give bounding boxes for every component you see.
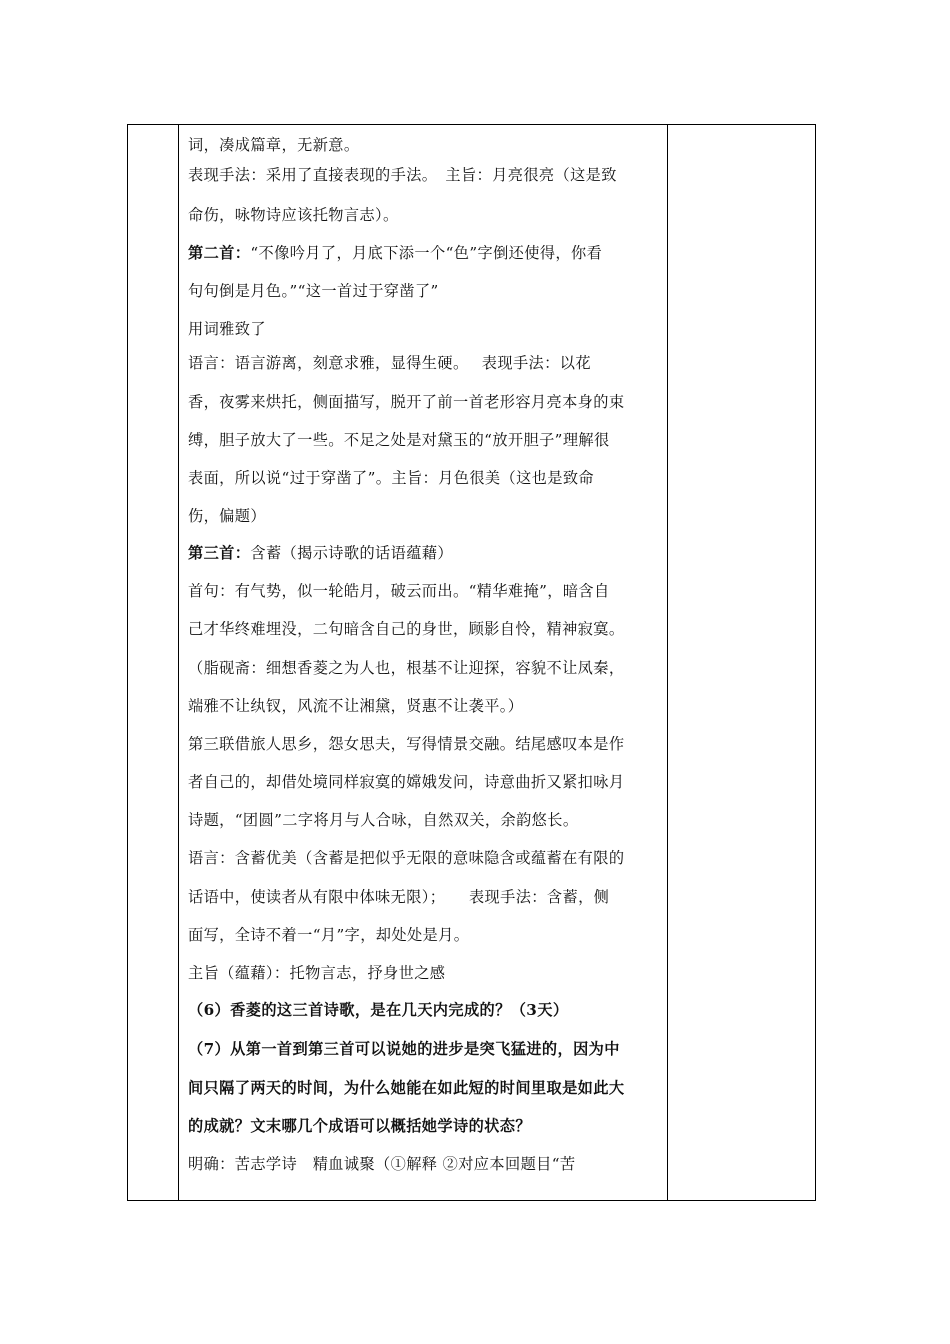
text-line: 明确：苦志学诗 精血诚聚（①解释 ②对应本回题目“苦 — [188, 1155, 576, 1173]
text-line: 缚，胆子放大了一些。不足之处是对黛玉的“放开胆子”理解很 — [188, 431, 610, 449]
text-line: 话语中，使读者从有限中体味无限）； 表现手法：含蓄，侧 — [188, 888, 610, 906]
text-line — [188, 542, 453, 563]
text-line: 表现手法：采用了直接表现的手法。 主旨：月亮很亮（这是致 — [188, 166, 617, 184]
text-line: 词，凑成篇章，无新意。 — [188, 136, 360, 154]
text-line: 命伤，咏物诗应该托物言志）。 — [188, 206, 399, 224]
bold-label: （7）从第一首到第三首可以说她的进步是突飞猛进的，因为中 — [188, 1040, 620, 1058]
text-line — [188, 1077, 624, 1098]
bold-label: 间只隔了两天的时间，为什么她能在如此短的时间里取是如此大 — [188, 1079, 625, 1097]
text-line: 者自己的，却借处境同样寂寞的嫦娥发问，诗意曲折又紧扣咏月 — [188, 773, 625, 791]
bold-label: 第三首： — [188, 544, 251, 562]
column-divider-left — [178, 125, 179, 1200]
text-line: 主旨（蕴藉）：托物言志，抒身世之感 — [188, 964, 446, 982]
text-line: 首句：有气势，似一轮皓月，破云而出。“精华难掩”，暗含自 — [188, 582, 610, 600]
text-line — [188, 242, 602, 263]
bold-label: （6）香菱的这三首诗歌，是在几天内完成的？（3天） — [188, 1001, 569, 1019]
text-line — [188, 999, 568, 1020]
text-line: 语言：语言游离，刻意求雅，显得生硬。 表现手法：以花 — [188, 354, 591, 372]
bold-label: 第二首： — [188, 244, 251, 262]
column-divider-right — [667, 125, 668, 1200]
text-line: 表面，所以说“过于穿凿了”。主旨：月色很美（这也是致命 — [188, 469, 595, 487]
text-line: 第三联借旅人思乡，怨女思夫，写得情景交融。结尾感叹本是作 — [188, 735, 625, 753]
text-line: 用词雅致了 — [188, 320, 266, 338]
text-line: 伤，偏题） — [188, 507, 266, 525]
text-line: 端雅不让纨钗，风流不让湘黛，贤惠不让袭平。） — [188, 697, 524, 715]
line-text: “不像吟月了，月底下添一个“色”字倒还使得，你看 — [250, 244, 603, 262]
bold-label: 的成就？文末哪几个成语可以概括她学诗的状态？ — [188, 1117, 531, 1135]
line-text: 含蓄（揭示诗歌的话语蕴藉） — [250, 544, 453, 562]
text-line: 句句倒是月色。”“这一首过于穿凿了” — [188, 282, 439, 300]
text-line: 面写，全诗不着一“月”字，却处处是月。 — [188, 926, 470, 944]
text-line: 语言：含蓄优美（含蓄是把似乎无限的意味隐含或蕴蓄在有限的 — [188, 849, 625, 867]
text-line — [188, 1038, 620, 1059]
text-line — [188, 1115, 531, 1136]
text-line: 己才华终难埋没，二句暗含自己的身世，顾影自怜，精神寂寞。 — [188, 620, 625, 638]
text-line: 诗题，“团圆”二字将月与人合咏，自然双关，余韵悠长。 — [188, 811, 579, 829]
text-line: （脂砚斋：细想香菱之为人也，根基不让迎探，容貌不让凤秦， — [188, 659, 625, 677]
text-line: 香，夜雾来烘托，侧面描写，脱开了前一首老形容月亮本身的束 — [188, 393, 625, 411]
